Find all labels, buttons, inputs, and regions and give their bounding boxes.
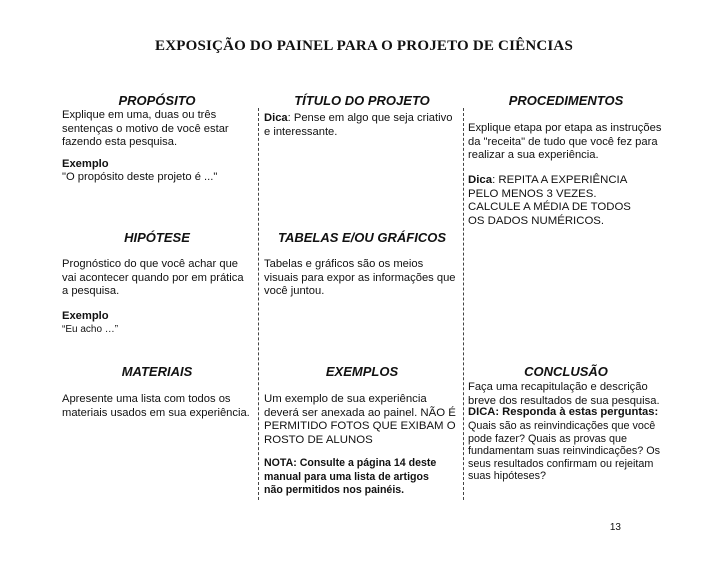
titulo-tip-label: Dica bbox=[264, 112, 288, 124]
conclusao-body: Faça uma recapitulação e descrição breve dos resultados de sua pesquisa. bbox=[468, 381, 660, 407]
exemplos-note: NOTA: Consulte a página 14 deste manual para uma lista de artigos não permitidos nos painéis. bbox=[264, 457, 437, 496]
materiais-body: Apresente uma lista com todos os materiais usados em sua experiência. bbox=[62, 393, 250, 419]
tabelas-body: Tabelas e gráficos são os meios visuais para expor as informações que você juntou. bbox=[264, 258, 456, 297]
conclusao-questions: Quais são as reinvindicações que você pode fazer? Quais as provas que fundamentam suas reinvindicações? Os seus resultados confirmam ou rejeitam suas hipóteses? bbox=[468, 420, 661, 483]
tabelas-heading: TABELAS E/OU GRÁFICOS bbox=[277, 230, 447, 245]
procedimentos-body: Explique etapa por etapa as instruções da "receita" de tudo que você fez para realizar a sua experiência. bbox=[468, 122, 662, 161]
materiais-heading: MATERIAIS bbox=[121, 364, 193, 379]
titulo-tip-text: : Pense em algo que seja criativo e interessante. bbox=[264, 112, 453, 138]
proposito-example-label: Exemplo bbox=[62, 158, 109, 170]
titulo-heading: TÍTULO DO PROJETO bbox=[294, 93, 430, 108]
conclusao-tip: DICA: Responda à estas perguntas: bbox=[468, 406, 659, 418]
procedimentos-heading: PROCEDIMENTOS bbox=[508, 93, 624, 108]
titulo-tip bbox=[264, 112, 460, 139]
conclusao-heading: CONCLUSÃO bbox=[524, 364, 608, 379]
page-number: 13 bbox=[609, 522, 621, 533]
procedimentos-tip-label: Dica bbox=[468, 174, 493, 186]
hipotese-example-label: Exemplo bbox=[62, 310, 109, 322]
page-title: EXPOSIÇÃO DO PAINEL PARA O PROJETO DE CIÊNCIAS bbox=[154, 38, 573, 54]
hipotese-example-text: “Eu acho …” bbox=[62, 324, 119, 335]
proposito-example-text: "O propósito deste projeto é ..." bbox=[62, 171, 218, 183]
proposito-body: Explique em uma, duas ou três sentenças o motivo de você estar fazendo esta pesquisa. bbox=[62, 109, 229, 148]
column-divider-left bbox=[258, 108, 259, 500]
exemplos-body: Um exemplo de sua experiência deverá ser anexada ao painel. NÃO É PERMITIDO FOTOS QUE EXIBAM O ROSTO DE ALUNOS bbox=[264, 393, 456, 446]
hipotese-heading: HIPÓTESE bbox=[124, 230, 190, 245]
procedimentos-tip bbox=[468, 174, 648, 228]
exemplos-heading: EXEMPLOS bbox=[325, 364, 399, 379]
column-divider-right bbox=[463, 108, 464, 500]
procedimentos-tip-text: : REPITA A EXPERIÊNCIA PELO MENOS 3 VEZES. CALCULE A MÉDIA DE TODOS OS DADOS NUMÉRICOS. bbox=[468, 174, 631, 227]
proposito-heading: PROPÓSITO bbox=[118, 93, 196, 108]
hipotese-body: Prognóstico do que você achar que vai acontecer quando por em prática a pesquisa. bbox=[62, 258, 244, 297]
